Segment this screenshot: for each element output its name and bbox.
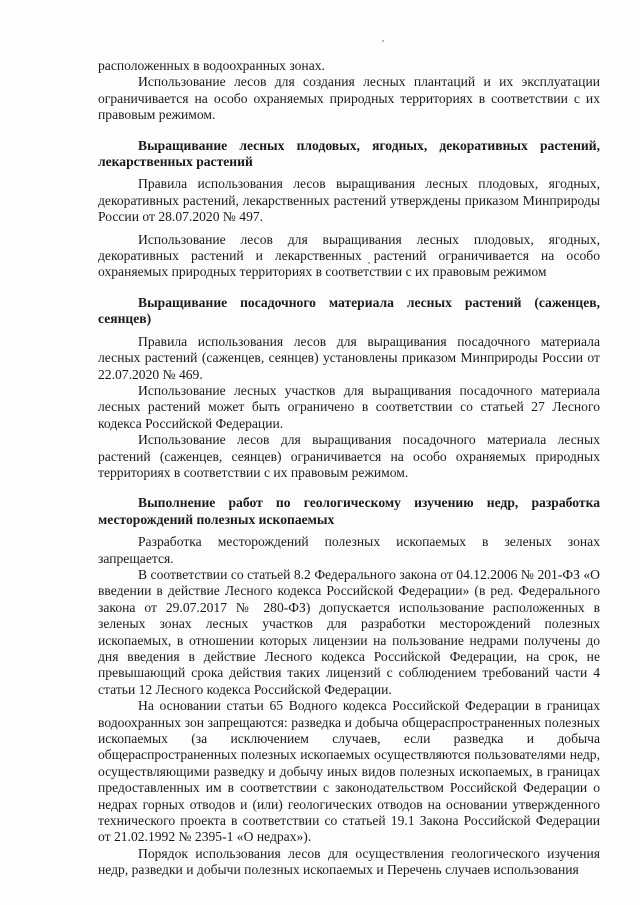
paragraph: Использование лесов для выращивания посадочного материала лесных растений (саженцев, сеянцев) ограничивается на особо охраняемых природных территориях в соответствии с их правовым режимом. — [98, 432, 600, 480]
paragraph: Правила использования лесов выращивания лесных плодовых, ягодных, декоративных растений, лекарственных растений утверждены приказом Минприроды России от 28.07.2020 № 497. — [98, 176, 600, 225]
paragraph: Правила использования лесов для выращивания посадочного материала лесных растений (саженцев, сеянцев) установлены приказом Минприроды России от 22.07.2020 № 469. — [98, 333, 600, 382]
paragraph: расположенных в водоохранных зонах. — [98, 58, 325, 73]
paragraph: В соответствии со статьей 8.2 Федерального закона от 04.12.2006 № 201-ФЗ «О введении в действие Лесного кодекса Российской Федерации» (в ред. Федерального закона от 29.07.2017 № 280-ФЗ) допускается использование расположенных в зеленых зонах лесных участков для разработки месторождений полезных ископаемых, в отношении которых лицензии на пользование недрами получены до дня введения в действие Лесного кодекса Российской Федерации, на срок, не превышающий срока действия таких лицензий с соблюдением требований части 4 статьи 12 Лесного кодекса Российской Федерации. — [98, 566, 600, 697]
document-body — [98, 58, 600, 879]
section-heading: Выращивание посадочного материала лесных растений (саженцев, сеянцев) — [98, 294, 600, 327]
section-heading: Выполнение работ по геологическому изучению недр, разработка месторождений полезных ископаемых — [98, 495, 600, 527]
paragraph: Разработка месторождений полезных ископаемых в зеленых зонах запрещается. — [98, 534, 600, 566]
paragraph: Использование лесов для создания лесных плантаций и их эксплуатации ограничивается на особо охраняемых природных территориях в соответствии с их правовым режимом. — [98, 74, 600, 123]
paragraph: Использование лесных участков для выращивания посадочного материала лесных растений может быть ограничено в соответствии со статьей 27 Лесного кодекса Российской Федерации. — [98, 382, 600, 431]
paragraph: Порядок использования лесов для осуществления геологического изучения недр, разведки и добычи полезных ископаемых и Перечень случаев использования — [98, 845, 600, 878]
paragraph: Использование лесов для выращивания лесных плодовых, ягодных, декоративных растений и лекарственных растений ограничивается на особо охраняемых природных территориях в соответствии с их правовым режимом — [98, 231, 600, 280]
section-heading: Выращивание лесных плодовых, ягодных, декоративных растений, лекарственных растений — [98, 137, 600, 170]
paragraph: На основании статьи 65 Водного кодекса Российской Федерации в границах водоохранных зон запрещаются: разведка и добыча общераспространенных полезных ископаемых (за исключением случаев, если разведка и добыча общераспространенных полезных ископаемых осуществляются пользователями недр, осуществляющими разведку и добычу иных видов полезных ископаемых, в границах предоставленных им в соответствии с законодательством Российской Федерации о недрах горных отводов и (или) геологических отводов на основании утвержденного технического проекта в соответствии со статьей 19.1 Закона Российской Федерации от 21.02.1992 № 2395-1 «О недрах»). — [98, 698, 600, 845]
scan-speck — [382, 40, 384, 42]
